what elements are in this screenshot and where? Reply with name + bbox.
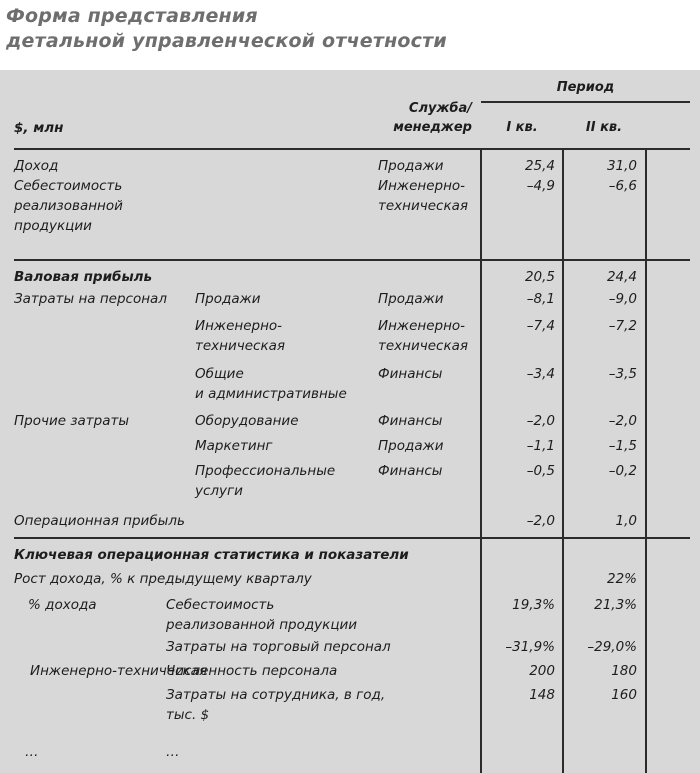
row-staff-costs-sales-sub: Продажи	[195, 291, 261, 307]
row-cost-per-employee-sub-line-2: тыс. $	[166, 707, 210, 723]
row-other-costs-prof-service: Финансы	[378, 463, 443, 479]
header-service-manager-line-1: Служба/	[408, 101, 472, 116]
row-sales-staff-costs-q2: –29,0%	[587, 639, 637, 655]
header-unit-label: $, млн	[14, 120, 64, 136]
row-staff-costs-sales-service: Продажи	[378, 291, 444, 307]
column-rule-q2-left	[562, 148, 564, 773]
row-gross-profit-q2: 24,4	[606, 269, 637, 285]
row-cogs-q2: –6,6	[608, 178, 637, 194]
row-staff-costs-ga-q1: –3,4	[526, 366, 555, 382]
section3-heading: Ключевая операционная статистика и показатели	[14, 547, 409, 563]
row-staff-costs-ga-sub-line-1: Общие	[195, 366, 244, 382]
row-other-costs-marketing-q2: –1,5	[608, 438, 637, 454]
row-staff-costs-eng-service-line-1: Инженерно-	[378, 318, 466, 334]
row-engineering-label: Инженерно-техническая	[30, 663, 208, 679]
row-cogs-service-line-2: техническая	[378, 198, 469, 214]
row-revenue-label: Доход	[14, 158, 59, 174]
row-gross-profit-q1: 20,5	[524, 269, 555, 285]
row-cogs-label-line-1: Себестоимость	[14, 178, 123, 194]
row-staff-costs-label: Затраты на персонал	[14, 291, 167, 307]
page-title-line-1: Форма представления	[6, 5, 258, 27]
row-other-costs-marketing-sub: Маркетинг	[195, 438, 273, 454]
row-headcount-q1: 200	[529, 663, 555, 679]
header-col-q2: II кв.	[585, 120, 623, 135]
row-gross-profit-label: Валовая прибыль	[14, 269, 153, 285]
row-ellipsis-col-1: …	[25, 744, 39, 760]
row-other-costs-prof-sub-line-1: Профессиональные	[195, 463, 336, 479]
section2-bottom-rule	[14, 537, 690, 539]
period-group-underline	[481, 101, 690, 103]
row-staff-costs-eng-sub-line-1: Инженерно-	[195, 318, 283, 334]
row-revenue-q1: 25,4	[524, 158, 555, 174]
header-service-manager-line-2: менеджер	[393, 120, 472, 135]
row-pct-revenue-cogs-q2: 21,3%	[594, 597, 637, 613]
row-other-costs-prof-q1: –0,5	[526, 463, 555, 479]
row-cost-per-employee-q1: 148	[529, 687, 555, 703]
row-ellipsis-col-2: …	[166, 744, 180, 760]
row-operating-profit-label: Операционная прибыль	[14, 513, 185, 529]
row-revenue-service: Продажи	[378, 158, 444, 174]
row-staff-costs-ga-sub-line-2: и административные	[195, 386, 347, 402]
row-pct-revenue-cogs-q1: 19,3%	[512, 597, 555, 613]
row-pct-revenue-cogs-sub-line-2: реализованной продукции	[166, 617, 358, 633]
row-staff-costs-eng-sub-line-2: техническая	[195, 338, 286, 354]
row-cogs-label-line-3: продукции	[14, 218, 92, 234]
row-other-costs-label: Прочие затраты	[14, 413, 130, 429]
row-staff-costs-ga-service: Финансы	[378, 366, 443, 382]
row-pct-revenue-label: % дохода	[28, 597, 97, 613]
row-revenue-growth-label: Рост дохода, % к предыдущему кварталу	[14, 571, 312, 587]
row-pct-revenue-cogs-sub-line-1: Себестоимость	[166, 597, 275, 613]
page-title	[6, 4, 666, 54]
row-revenue-growth-q2: 22%	[606, 571, 637, 587]
header-period-group: Период	[556, 80, 615, 95]
row-cogs-service-line-1: Инженерно-	[378, 178, 466, 194]
row-sales-staff-costs-sub: Затраты на торговый персонал	[166, 639, 391, 655]
column-rule-q1-left	[480, 148, 482, 773]
row-staff-costs-eng-q1: –7,4	[526, 318, 555, 334]
row-staff-costs-eng-service-line-2: техническая	[378, 338, 469, 354]
section1-bottom-rule	[14, 259, 690, 261]
row-staff-costs-eng-q2: –7,2	[608, 318, 637, 334]
row-cogs-label-line-2: реализованной	[14, 198, 123, 214]
row-cost-per-employee-q2: 160	[611, 687, 637, 703]
row-cogs-q1: –4,9	[526, 178, 555, 194]
row-other-costs-equipment-service: Финансы	[378, 413, 443, 429]
report-table	[0, 70, 700, 773]
row-headcount-q2: 180	[611, 663, 637, 679]
page-title-line-2: детальной управленческой отчетности	[6, 30, 447, 52]
row-other-costs-equipment-q1: –2,0	[526, 413, 555, 429]
row-operating-profit-q2: 1,0	[615, 513, 637, 529]
row-other-costs-prof-sub-line-2: услуги	[195, 483, 243, 499]
row-staff-costs-ga-q2: –3,5	[608, 366, 637, 382]
row-other-costs-marketing-q1: –1,1	[526, 438, 555, 454]
row-operating-profit-q1: –2,0	[526, 513, 555, 529]
row-sales-staff-costs-q1: –31,9%	[505, 639, 555, 655]
row-revenue-q2: 31,0	[606, 158, 637, 174]
row-other-costs-equipment-q2: –2,0	[608, 413, 637, 429]
row-other-costs-marketing-service: Продажи	[378, 438, 444, 454]
row-headcount-sub: Численность персонала	[166, 663, 338, 679]
row-other-costs-prof-q2: –0,2	[608, 463, 637, 479]
row-cost-per-employee-sub-line-1: Затраты на сотрудника, в год,	[166, 687, 386, 703]
column-rule-q3-left	[645, 148, 647, 773]
row-staff-costs-sales-q1: –8,1	[526, 291, 555, 307]
header-bottom-rule	[14, 148, 690, 150]
header-col-q1: I кв.	[506, 120, 538, 135]
row-other-costs-equipment-sub: Оборудование	[195, 413, 299, 429]
row-staff-costs-sales-q2: –9,0	[608, 291, 637, 307]
